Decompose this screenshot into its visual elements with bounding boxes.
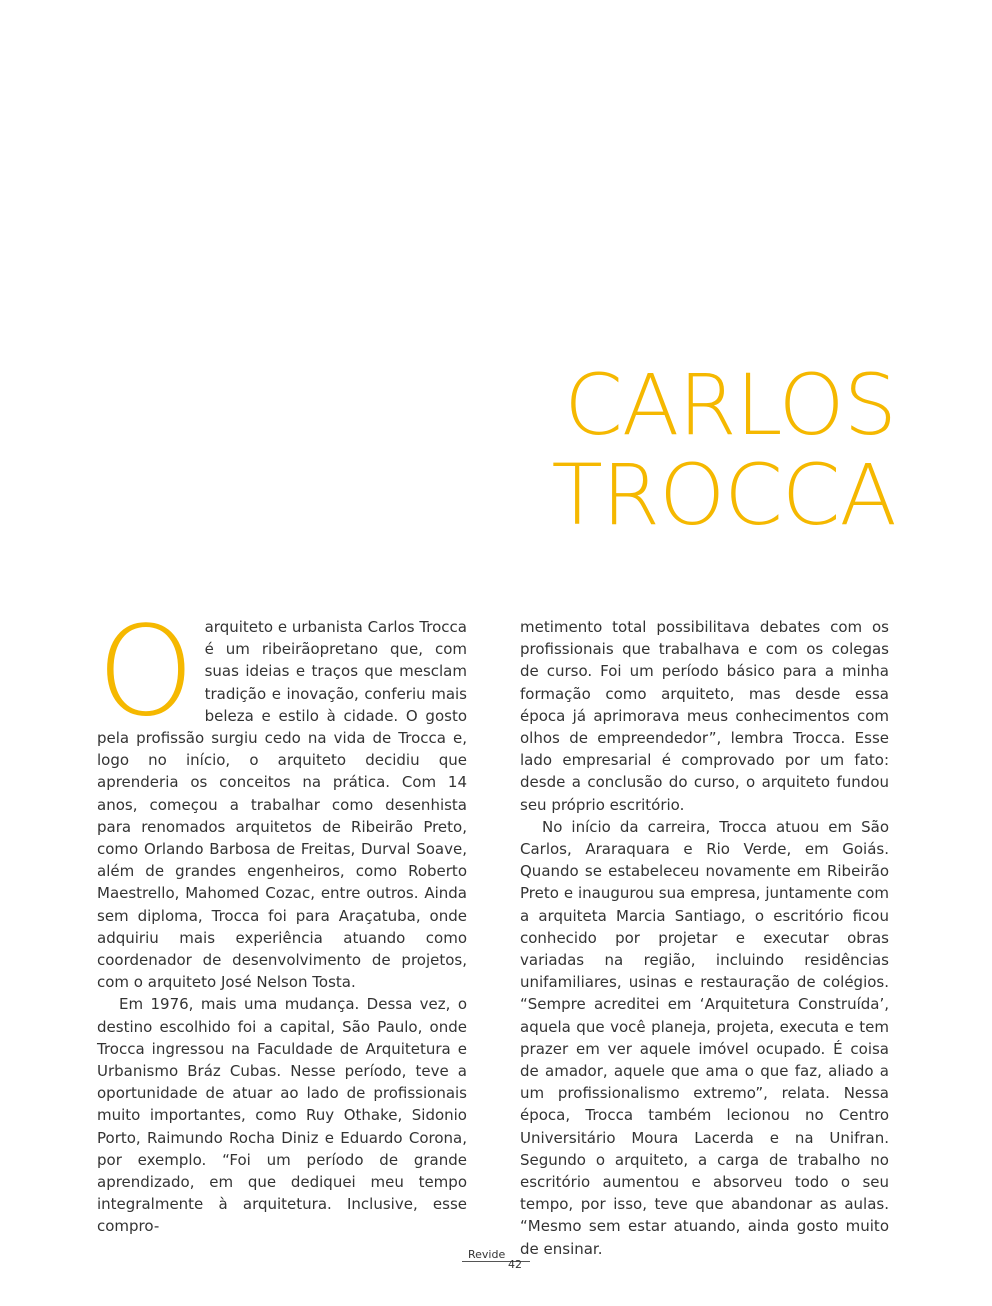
paragraph-3: metimento total possibilitava debates com os profissionais que trabalhava e com os colegas de curso. Foi um período básico para a minha formação como arquiteto, mas desde essa época já aprimorava meus conhecimentos com olhos de empreendedor”, lembra Trocca. Esse lado empresarial é comprovado por um fato: desde a conclusão do curso, o arquiteto fundou seu próprio escritório.	[520, 618, 889, 814]
paragraph-1-text: arquiteto e urbanista Carlos Trocca é um ribeirãopretano que, com suas ideias e traços que mesclam tradição e inovação, conferiu mais beleza e estilo à cidade. O gosto pela profissão surgiu cedo na vida de Trocca e, logo no início, o arquiteto decidiu que aprenderia os conceitos na prática. Com 14 anos, começou a trabalhar como desenhista para renomados arquitetos de Ribeirão Preto, como Orlando Barbosa de Freitas, Durval Soave, além de grandes engenheiros, como Roberto Maestrello, Mahomed Cozac, entre outros. Ainda sem diploma, Trocca foi para Araçatuba, onde adquiriu mais experiência atuando como coordenador de desenvolvimento de projetos, com o arquiteto José Nelson Tosta.	[97, 618, 467, 992]
article-column-right	[520, 616, 889, 1260]
paragraph-2: Em 1976, mais uma mudança. Dessa vez, o destino escolhido foi a capital, São Paulo, onde Trocca ingressou na Faculdade de Arquitetura e Urbanismo Bráz Cubas. Nesse período, teve a oportunidade de atuar ao lado de profissionais muito importantes, como Ruy Othake, Sidonio Porto, Raimundo Rocha Diniz e Eduardo Corona, por exemplo. “Foi um período de grande aprendizado, em que dediquei meu tempo integralmente à arquitetura. Inclusive, esse compro-	[97, 995, 467, 1236]
magazine-name: Revide	[468, 1248, 506, 1261]
paragraph-4: No início da carreira, Trocca atuou em São Carlos, Araraquara e Rio Verde, em Goiás. Quando se estabeleceu novamente em Ribeirão Preto e inaugurou sua empresa, juntamente com a arquiteta Marcia Santiago, o escritório ficou conhecido por projetar e executar obras variadas na região, incluindo residências unifamiliares, usinas e restauração de colégios. “Sempre acreditei em ‘Arquitetura Construída’, aquela que você planeja, projeta, executa e tem prazer em ver aquele imóvel ocupado. É coisa de amador, aquele que ama o que faz, aliado a um profissionalismo extremo”, relata. Nessa época, Trocca também lecionou no Centro Universitário Moura Lacerda e na Unifran. Segundo o arquiteto, a carga de trabalho no escritório aumentou e absorveu todo o seu tempo, por isso, teve que abandonar as aulas. “Mesmo sem estar atuando, ainda gosto muito de ensinar.	[520, 817, 889, 1258]
article-column-left	[97, 600, 467, 1238]
page-number: 42	[508, 1258, 522, 1271]
drop-cap: O	[97, 600, 195, 744]
title-line-2: TROCCA	[551, 446, 896, 544]
title-line-1: CARLOS	[564, 356, 896, 454]
article-title	[551, 356, 896, 544]
paragraph-1	[97, 600, 467, 993]
